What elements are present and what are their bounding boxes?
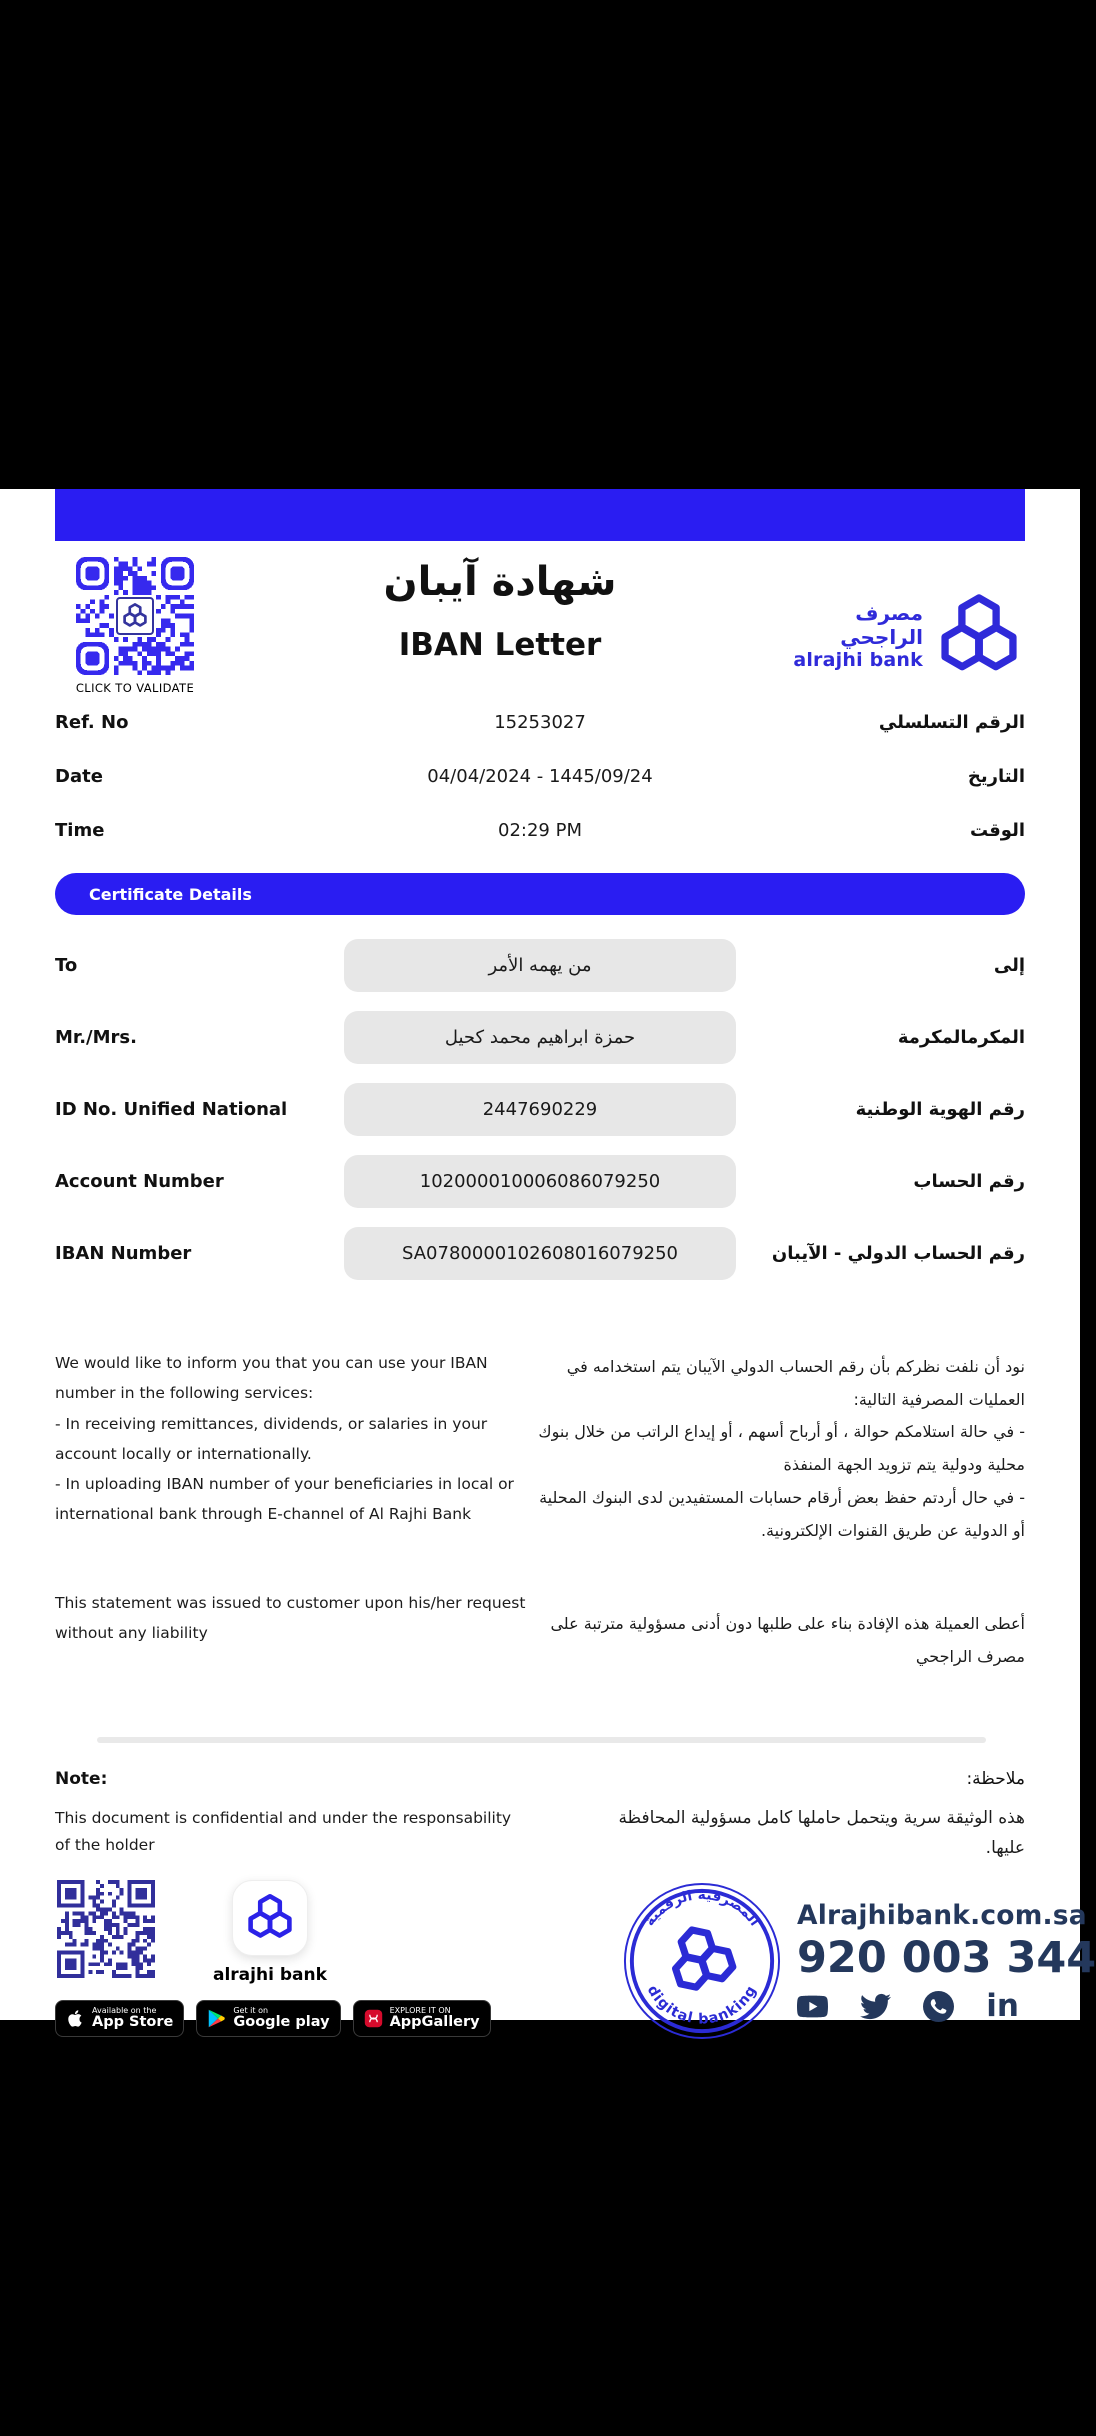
- page-title-arabic: شهادة آيبان: [383, 559, 617, 605]
- svg-text:digital banking: digital banking: [643, 1982, 761, 2028]
- to-value: من يهمه الأمر: [344, 939, 736, 992]
- document-titles: [215, 555, 785, 695]
- info-paragraph-ar: نود أن نلفت نظركم بأن رقم الحساب الدولي الآيبان يتم استخدامه في العمليات المصرفية التالية: - في حالة استلامكم حوالة ، أو أرباح أسهم ، أو إيداع الراتب من خلال بنوك محلية ودولية يتم تزويد الجهة المنفذة - في حال أردتم حفظ بعض أرقام حسابات المستفيدين لدى البنوك المحلية أو الدولية عن طريق القنوات الإلكترونية.: [538, 1356, 1025, 1540]
- ref-no-label-ar: الرقم التسلسلي: [878, 711, 1025, 733]
- account-number-row: [55, 1155, 1025, 1208]
- account-number-value: 102000010006086079250: [344, 1155, 736, 1208]
- page-title: IBAN Letter: [398, 627, 602, 663]
- date-row: [55, 749, 1025, 803]
- info-section: [55, 1318, 1025, 1707]
- linkedin-icon[interactable]: in: [986, 1987, 1019, 2024]
- iban-value: SA0780000102608016079250: [344, 1227, 736, 1280]
- time-value: 02:29 PM: [498, 819, 582, 841]
- bank-brand-text: [785, 601, 923, 671]
- certificate-detail-rows: [55, 939, 1025, 1280]
- national-id-label: ID No. Unified National: [55, 1099, 288, 1120]
- validation-qr-code[interactable]: [76, 557, 194, 675]
- to-row: [55, 939, 1025, 992]
- note-text-en: This document is confidential and under the responsability of the holder: [55, 1808, 512, 1854]
- qr-center-logo: [116, 597, 154, 635]
- info-text-arabic: [533, 1318, 1025, 1707]
- status-bar-area: [0, 0, 1080, 455]
- iban-label: IBAN Number: [55, 1243, 192, 1264]
- validation-qr-block[interactable]: [55, 555, 215, 695]
- whatsapp-icon[interactable]: [923, 1991, 954, 2022]
- document-footer: [55, 1880, 1096, 2042]
- to-label: To: [55, 955, 78, 976]
- national-id-value: 2447690229: [344, 1083, 736, 1136]
- bank-name-english: alrajhi bank: [793, 649, 923, 671]
- name-label: Mr./Mrs.: [55, 1027, 137, 1048]
- iban-label-ar: رقم الحساب الدولي - الآيبان: [771, 1243, 1025, 1264]
- iban-row: [55, 1227, 1025, 1280]
- appgallery-badge[interactable]: EXPLORE IT ON AppGallery: [353, 2000, 491, 2037]
- date-label: Date: [55, 765, 103, 787]
- bank-brand: [785, 555, 1025, 695]
- digital-banking-stamp: [621, 1880, 783, 2042]
- app-block: [213, 1880, 327, 1985]
- bank-name-arabic: مصرف الراجحي: [840, 601, 923, 649]
- time-label: Time: [55, 819, 105, 841]
- name-label-ar: المكرمالمكرمة: [897, 1027, 1025, 1048]
- info-paragraph-en: We would like to inform you that you can use your IBAN number in the following services: - In receiving remittances, dividends, or salaries in your account locally or internationally. - In uploading IBAN number of your beneficiaries in local or international bank through E-channel of Al Rajhi Bank: [55, 1354, 514, 1524]
- alrajhi-logo-icon: [933, 587, 1025, 685]
- meta-rows: [55, 695, 1025, 857]
- app-store-badge[interactable]: Available on the App Store: [55, 2000, 184, 2037]
- app-name: alrajhi bank: [213, 1964, 327, 1985]
- note-english: [55, 1769, 525, 1864]
- website-link[interactable]: Alrajhibank.com.sa: [797, 1899, 1087, 1931]
- alrajhi-app-icon: [232, 1880, 308, 1956]
- national-id-label-ar: رقم الهوية الوطنية: [855, 1099, 1025, 1120]
- statement-issued-text-ar: أعطى العميلة هذه الإفادة بناء على طلبها دون أدنى مسؤولية مترتبة على مصرف الراجحي: [550, 1614, 1025, 1667]
- iban-letter-document: [0, 489, 1096, 2031]
- time-row: [55, 803, 1025, 857]
- name-row: [55, 1011, 1025, 1064]
- ref-no-row: [55, 695, 1025, 749]
- footer-right: [535, 1880, 1096, 2042]
- note-text-ar: هذه الوثيقة سرية ويتحمل حاملها كامل مسؤولية المحافظة عليها.: [618, 1807, 1025, 1859]
- note-title-en: Note:: [55, 1768, 108, 1789]
- date-label-ar: التاريخ: [967, 765, 1025, 787]
- app-download-qr-code[interactable]: [57, 1880, 155, 1978]
- phone-number[interactable]: 920 003 344: [797, 1932, 1096, 1983]
- statement-issued-text-en: This statement was issued to customer upon his/her request without any liability: [55, 1593, 526, 1642]
- document-header: [55, 555, 1025, 695]
- note-arabic: [575, 1769, 1025, 1864]
- name-value: حمزة ابراهيم محمد كحيل: [344, 1011, 736, 1064]
- national-id-row: [55, 1083, 1025, 1136]
- ref-no-value: 15253027: [494, 711, 586, 733]
- qr-caption: CLICK TO VALIDATE: [75, 681, 195, 695]
- to-label-ar: إلى: [993, 955, 1025, 976]
- appgallery-icon: [364, 2009, 383, 2028]
- date-value: 04/04/2024 - 1445/09/24: [427, 765, 653, 787]
- note-section: [55, 1769, 1025, 1864]
- note-title-ar: ملاحظة:: [966, 1768, 1025, 1789]
- store-badges: [55, 2000, 535, 2037]
- apple-icon: [66, 2009, 85, 2028]
- svg-text:المصرفية الرقمية: المصرفية الرقمية: [641, 1887, 763, 1930]
- youtube-icon[interactable]: [797, 1991, 828, 2022]
- google-play-icon: [207, 2009, 226, 2028]
- social-icons: [797, 1987, 1019, 2024]
- twitter-icon[interactable]: [860, 1991, 891, 2022]
- account-number-label: Account Number: [55, 1171, 224, 1192]
- ref-no-label: Ref. No: [55, 711, 129, 733]
- top-accent-bar: [55, 489, 1025, 541]
- section-divider: [97, 1737, 986, 1743]
- time-label-ar: الوقت: [969, 819, 1025, 841]
- footer-left: [55, 1880, 535, 2037]
- google-play-badge[interactable]: Get it on Google play: [196, 2000, 340, 2037]
- account-number-label-ar: رقم الحساب: [913, 1171, 1025, 1192]
- info-text-english: [55, 1318, 533, 1707]
- contact-block: [797, 1899, 1096, 2024]
- certificate-details-header: Certificate Details: [55, 873, 1025, 915]
